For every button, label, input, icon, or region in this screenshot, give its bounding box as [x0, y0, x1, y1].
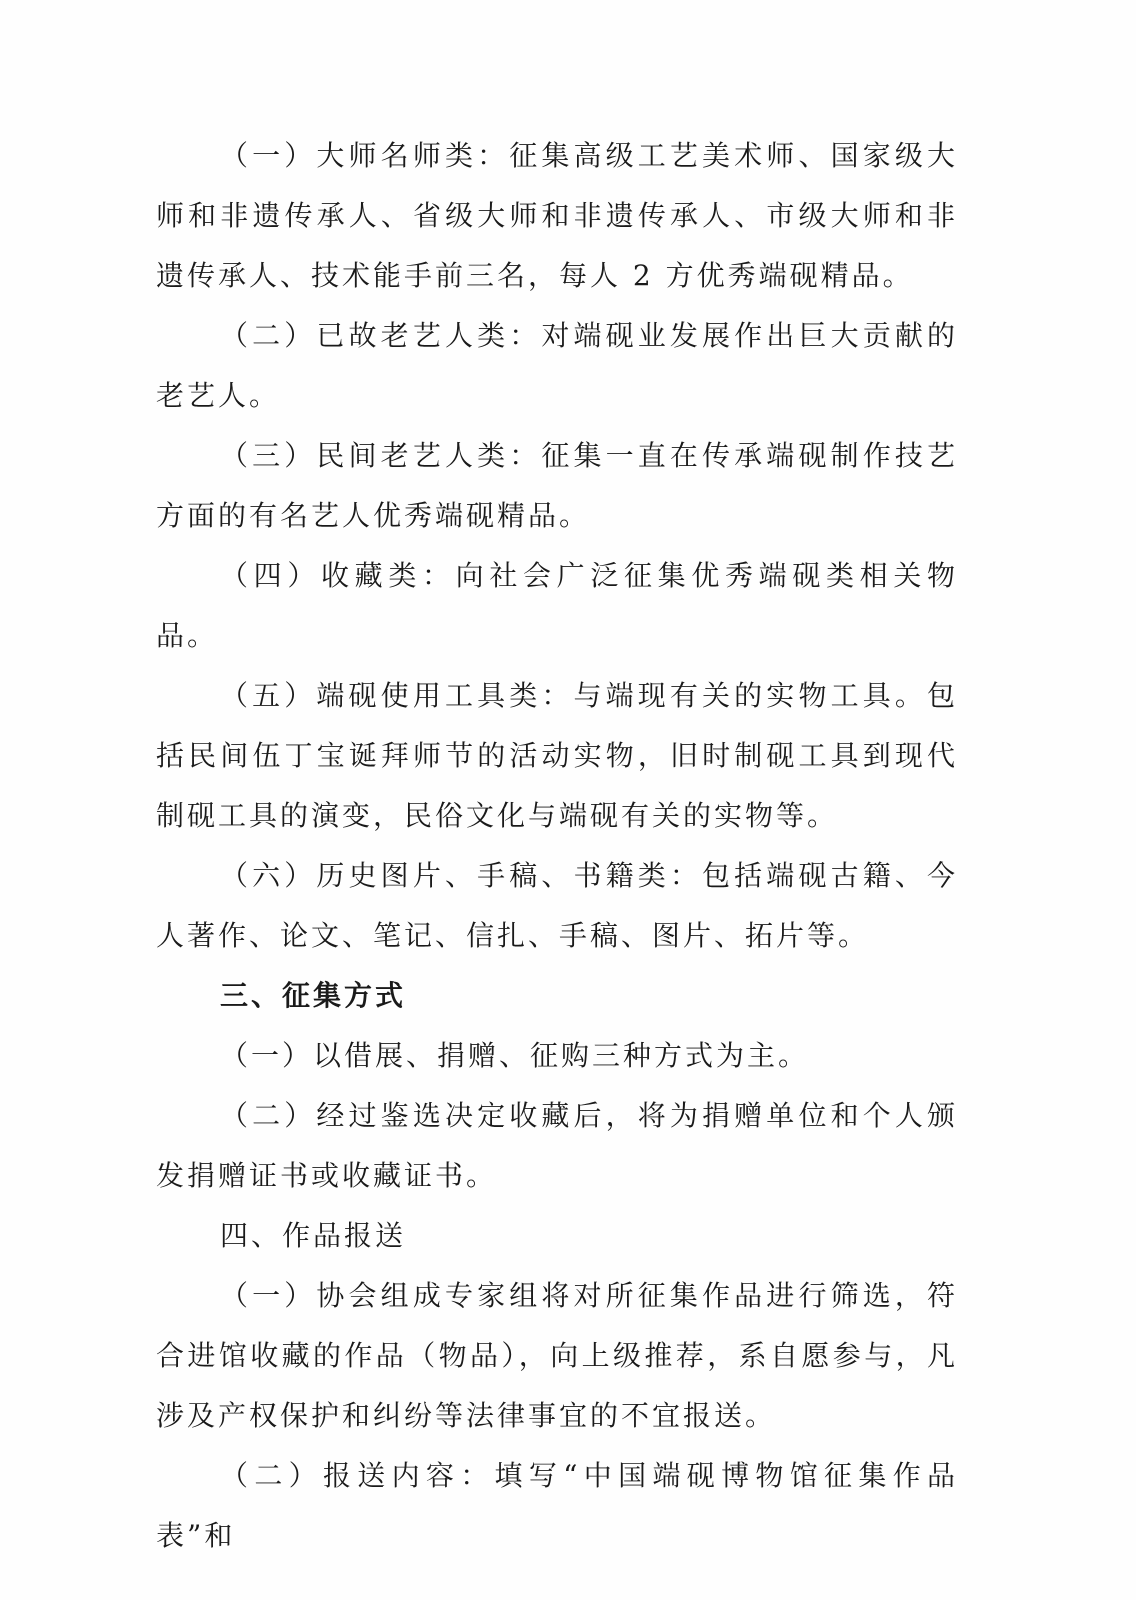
paragraph-folk-artisans: （三）民间老艺人类：征集一直在传承端砚制作技艺方面的有名艺人优秀端砚精品。	[156, 439, 958, 532]
paragraph-collections: （四）收藏类：向社会广泛征集优秀端砚类相关物品。	[156, 559, 958, 652]
paragraph-methods-certificate: （二）经过鉴选决定收藏后，将为捐赠单位和个人颁发捐赠证书或收藏证书。	[156, 1099, 958, 1192]
paragraph-submission-content: （二）报送内容：填写“中国端砚博物馆征集作品表”和	[156, 1459, 958, 1552]
section-heading-collection-methods: 三、征集方式	[220, 979, 407, 1012]
paragraph-history-materials: （六）历史图片、手稿、书籍类：包括端砚古籍、今人著作、论文、笔记、信扎、手稿、图片、拓片等。	[156, 859, 958, 952]
paragraph-tools: （五）端砚使用工具类：与端现有关的实物工具。包括民间伍丁宝诞拜师节的活动实物，旧时制砚工具到现代制砚工具的演变，民俗文化与端砚有关的实物等。	[156, 679, 958, 832]
paragraph-deceased-artisans: （二）已故老艺人类：对端砚业发展作出巨大贡献的老艺人。	[156, 319, 958, 412]
paragraph-methods-main: （一）以借展、捐赠、征购三种方式为主。	[220, 1039, 810, 1072]
paragraph-masters: （一）大师名师类：征集高级工艺美术师、国家级大师和非遗传承人、省级大师和非遗传承人、市级大师和非遗传承人、技术能手前三名，每人 2 方优秀端砚精品。	[156, 139, 958, 292]
paragraph-submission-screening: （一）协会组成专家组将对所征集作品进行筛选，符合进馆收藏的作品（物品），向上级推荐，系自愿参与，凡涉及产权保护和纠纷等法律事宜的不宜报送。	[156, 1279, 958, 1432]
section-heading-submission: 四、作品报送	[220, 1219, 407, 1252]
